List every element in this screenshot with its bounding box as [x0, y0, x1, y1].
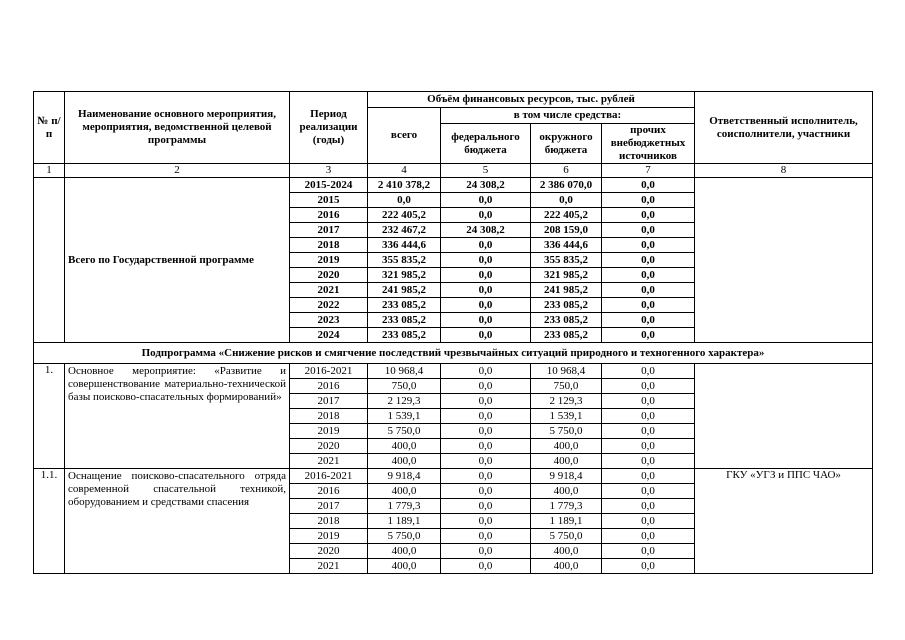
period-cell: 2024	[290, 328, 368, 343]
federal-cell: 0,0	[441, 379, 531, 394]
row-number: 1.1.	[34, 469, 65, 574]
period-cell: 2020	[290, 544, 368, 559]
header-period: Период реализации (годы)	[290, 92, 368, 164]
district-cell: 1 189,1	[531, 514, 602, 529]
column-number: 1	[34, 164, 65, 178]
district-cell: 355 835,2	[531, 253, 602, 268]
total-cell: 233 085,2	[368, 328, 441, 343]
period-cell: 2023	[290, 313, 368, 328]
measure-name: Оснащение поисково-спасательного отряда современной спасательной техникой, оборудованием и средствами спасения	[65, 469, 290, 574]
other-cell: 0,0	[602, 238, 695, 253]
district-cell: 233 085,2	[531, 298, 602, 313]
other-cell: 0,0	[602, 178, 695, 193]
federal-cell: 0,0	[441, 253, 531, 268]
period-cell: 2019	[290, 424, 368, 439]
row-number: 1.	[34, 364, 65, 469]
total-cell: 355 835,2	[368, 253, 441, 268]
district-cell: 400,0	[531, 454, 602, 469]
other-cell: 0,0	[602, 409, 695, 424]
federal-cell: 0,0	[441, 484, 531, 499]
federal-cell: 0,0	[441, 268, 531, 283]
district-cell: 233 085,2	[531, 328, 602, 343]
district-cell: 2 386 070,0	[531, 178, 602, 193]
period-cell: 2016	[290, 379, 368, 394]
total-cell: 1 539,1	[368, 409, 441, 424]
district-cell: 1 539,1	[531, 409, 602, 424]
district-cell: 400,0	[531, 484, 602, 499]
total-cell: 336 444,6	[368, 238, 441, 253]
other-cell: 0,0	[602, 223, 695, 238]
total-cell: 2 129,3	[368, 394, 441, 409]
total-cell: 400,0	[368, 544, 441, 559]
district-cell: 222 405,2	[531, 208, 602, 223]
federal-cell: 0,0	[441, 394, 531, 409]
funding-table	[33, 91, 873, 574]
federal-cell: 0,0	[441, 529, 531, 544]
other-cell: 0,0	[602, 379, 695, 394]
other-cell: 0,0	[602, 424, 695, 439]
federal-cell: 0,0	[441, 364, 531, 379]
district-cell: 241 985,2	[531, 283, 602, 298]
header-num: № п/п	[34, 92, 65, 164]
period-cell: 2017	[290, 394, 368, 409]
total-cell: 400,0	[368, 484, 441, 499]
district-cell: 321 985,2	[531, 268, 602, 283]
other-cell: 0,0	[602, 454, 695, 469]
period-cell: 2019	[290, 253, 368, 268]
total-cell: 2 410 378,2	[368, 178, 441, 193]
period-cell: 2018	[290, 409, 368, 424]
total-cell: 5 750,0	[368, 529, 441, 544]
district-cell: 208 159,0	[531, 223, 602, 238]
federal-cell: 0,0	[441, 559, 531, 574]
federal-cell: 0,0	[441, 514, 531, 529]
district-cell: 5 750,0	[531, 529, 602, 544]
period-cell: 2016	[290, 484, 368, 499]
federal-cell: 0,0	[441, 469, 531, 484]
district-cell: 0,0	[531, 193, 602, 208]
other-cell: 0,0	[602, 559, 695, 574]
federal-cell: 0,0	[441, 298, 531, 313]
header-responsible: Ответственный исполнитель, соисполнители, участники	[695, 92, 873, 164]
total-cell: 750,0	[368, 379, 441, 394]
table-row	[34, 364, 873, 379]
other-cell: 0,0	[602, 439, 695, 454]
total-cell: 0,0	[368, 193, 441, 208]
total-program-name: Всего по Государственной программе	[65, 178, 290, 343]
district-cell: 10 968,4	[531, 364, 602, 379]
header-other: прочих внебюджетных источников	[602, 124, 695, 164]
column-number: 4	[368, 164, 441, 178]
district-cell: 1 779,3	[531, 499, 602, 514]
federal-cell: 0,0	[441, 208, 531, 223]
total-cell: 321 985,2	[368, 268, 441, 283]
other-cell: 0,0	[602, 484, 695, 499]
period-cell: 2017	[290, 499, 368, 514]
other-cell: 0,0	[602, 328, 695, 343]
header-including: в том числе средства:	[441, 108, 695, 124]
total-cell: 1 189,1	[368, 514, 441, 529]
column-number: 6	[531, 164, 602, 178]
table-row	[34, 178, 873, 193]
total-cell: 400,0	[368, 439, 441, 454]
header-district: окружного бюджета	[531, 124, 602, 164]
other-cell: 0,0	[602, 499, 695, 514]
other-cell: 0,0	[602, 193, 695, 208]
measure-name: Основное мероприятие: «Развитие и совершенствование материально-технической базы поисково-спасательных формирований»	[65, 364, 290, 469]
total-cell: 9 918,4	[368, 469, 441, 484]
total-cell: 241 985,2	[368, 283, 441, 298]
total-cell: 400,0	[368, 559, 441, 574]
other-cell: 0,0	[602, 313, 695, 328]
period-cell: 2021	[290, 559, 368, 574]
other-cell: 0,0	[602, 394, 695, 409]
total-cell: 222 405,2	[368, 208, 441, 223]
district-cell: 750,0	[531, 379, 602, 394]
federal-cell: 0,0	[441, 193, 531, 208]
federal-cell: 24 308,2	[441, 178, 531, 193]
period-cell: 2020	[290, 268, 368, 283]
district-cell: 9 918,4	[531, 469, 602, 484]
other-cell: 0,0	[602, 364, 695, 379]
federal-cell: 0,0	[441, 544, 531, 559]
period-cell: 2016-2021	[290, 469, 368, 484]
period-cell: 2020	[290, 439, 368, 454]
period-cell: 2017	[290, 223, 368, 238]
other-cell: 0,0	[602, 283, 695, 298]
row-number-empty	[34, 178, 65, 343]
header-funding: Объём финансовых ресурсов, тыс. рублей	[368, 92, 695, 108]
total-cell: 1 779,3	[368, 499, 441, 514]
total-cell: 10 968,4	[368, 364, 441, 379]
district-cell: 336 444,6	[531, 238, 602, 253]
period-cell: 2018	[290, 238, 368, 253]
district-cell: 2 129,3	[531, 394, 602, 409]
header-federal: федерального бюджета	[441, 124, 531, 164]
other-cell: 0,0	[602, 253, 695, 268]
total-cell: 233 085,2	[368, 313, 441, 328]
subprogram-title: Подпрограмма «Снижение рисков и смягчение последствий чрезвычайных ситуаций природного и техногенного характера»	[34, 343, 873, 364]
period-cell: 2016	[290, 208, 368, 223]
total-cell: 5 750,0	[368, 424, 441, 439]
period-cell: 2016-2021	[290, 364, 368, 379]
period-cell: 2018	[290, 514, 368, 529]
federal-cell: 0,0	[441, 454, 531, 469]
period-cell: 2021	[290, 454, 368, 469]
other-cell: 0,0	[602, 298, 695, 313]
period-cell: 2015	[290, 193, 368, 208]
other-cell: 0,0	[602, 544, 695, 559]
header-total: всего	[368, 108, 441, 164]
federal-cell: 0,0	[441, 424, 531, 439]
federal-cell: 0,0	[441, 439, 531, 454]
total-cell: 233 085,2	[368, 298, 441, 313]
table-row	[34, 469, 873, 484]
total-cell: 232 467,2	[368, 223, 441, 238]
responsible-cell: ГКУ «УГЗ и ППС ЧАО»	[695, 469, 873, 574]
district-cell: 400,0	[531, 439, 602, 454]
column-number: 3	[290, 164, 368, 178]
other-cell: 0,0	[602, 529, 695, 544]
district-cell: 400,0	[531, 559, 602, 574]
header-name: Наименование основного мероприятия, мероприятия, ведомственной целевой программы	[65, 92, 290, 164]
other-cell: 0,0	[602, 268, 695, 283]
other-cell: 0,0	[602, 469, 695, 484]
federal-cell: 24 308,2	[441, 223, 531, 238]
federal-cell: 0,0	[441, 499, 531, 514]
period-cell: 2022	[290, 298, 368, 313]
period-cell: 2015-2024	[290, 178, 368, 193]
column-number: 5	[441, 164, 531, 178]
column-number-row	[34, 164, 873, 178]
district-cell: 233 085,2	[531, 313, 602, 328]
column-number: 7	[602, 164, 695, 178]
column-number: 8	[695, 164, 873, 178]
federal-cell: 0,0	[441, 283, 531, 298]
district-cell: 400,0	[531, 544, 602, 559]
subprogram-row	[34, 343, 873, 364]
period-cell: 2019	[290, 529, 368, 544]
responsible-cell	[695, 178, 873, 343]
federal-cell: 0,0	[441, 313, 531, 328]
period-cell: 2021	[290, 283, 368, 298]
total-cell: 400,0	[368, 454, 441, 469]
district-cell: 5 750,0	[531, 424, 602, 439]
other-cell: 0,0	[602, 208, 695, 223]
federal-cell: 0,0	[441, 328, 531, 343]
federal-cell: 0,0	[441, 238, 531, 253]
other-cell: 0,0	[602, 514, 695, 529]
column-number: 2	[65, 164, 290, 178]
federal-cell: 0,0	[441, 409, 531, 424]
responsible-cell	[695, 364, 873, 469]
